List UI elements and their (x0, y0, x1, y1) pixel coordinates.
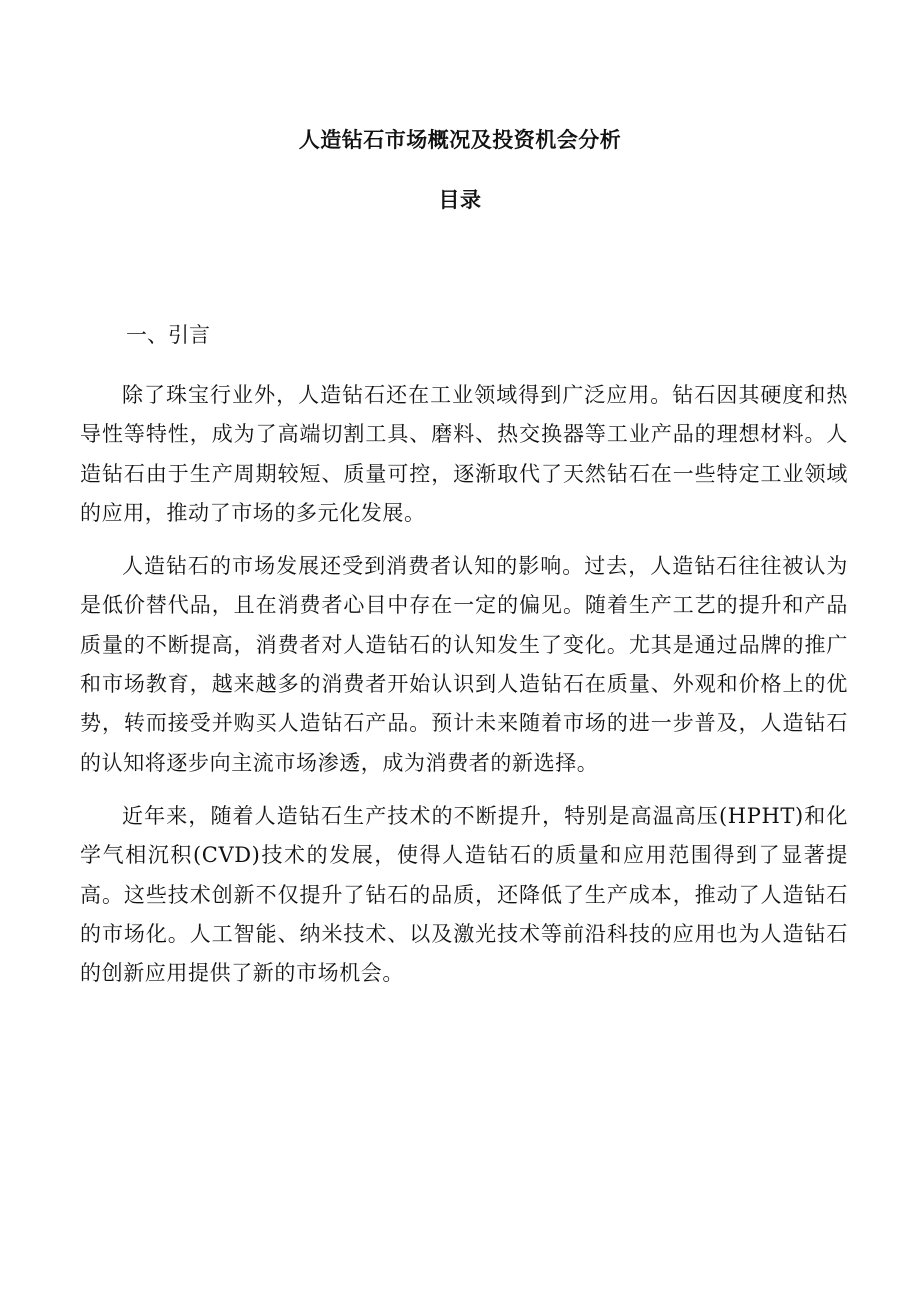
section-heading-introduction: 一、引言 (126, 323, 210, 347)
document-title: 人造钻石市场概况及投资机会分析 (298, 127, 622, 152)
paragraph-3: 近年来，随着人造钻石生产技术的不断提升，特别是高温高压(HPHT)和化学气相沉积(CVD)技术的发展，使得人造钻石的质量和应用范围得到了显著提高。这些技术创新不仅提升了钻石的品质，还降低了生产成本，推动了人造钻石的市场化。人工智能、纳米技术、以及激光技术等前沿科技的应用也为人造钻石的创新应用提供了新的市场机会。 (80, 803, 848, 986)
document-body (80, 376, 848, 1007)
toc-heading: 目录 (438, 187, 482, 212)
paragraph-2: 人造钻石的市场发展还受到消费者认知的影响。过去，人造钻石往往被认为是低价替代品，且在消费者心目中存在一定的偏见。随着生产工艺的提升和产品质量的不断提高，消费者对人造钻石的认知发生了变化。尤其是通过品牌的推广和市场教育，越来越多的消费者开始认识到人造钻石在质量、外观和价格上的优势，转而接受并购买人造钻石产品。预计未来随着市场的进一步普及，人造钻石的认知将逐步向主流市场渗透，成为消费者的新选择。 (80, 554, 848, 775)
paragraph-1: 除了珠宝行业外，人造钻石还在工业领域得到广泛应用。钻石因其硬度和热导性等特性，成为了高端切割工具、磨料、热交换器等工业产品的理想材料。人造钻石由于生产周期较短、质量可控，逐渐取代了天然钻石在一些特定工业领域的应用，推动了市场的多元化发展。 (80, 383, 848, 525)
